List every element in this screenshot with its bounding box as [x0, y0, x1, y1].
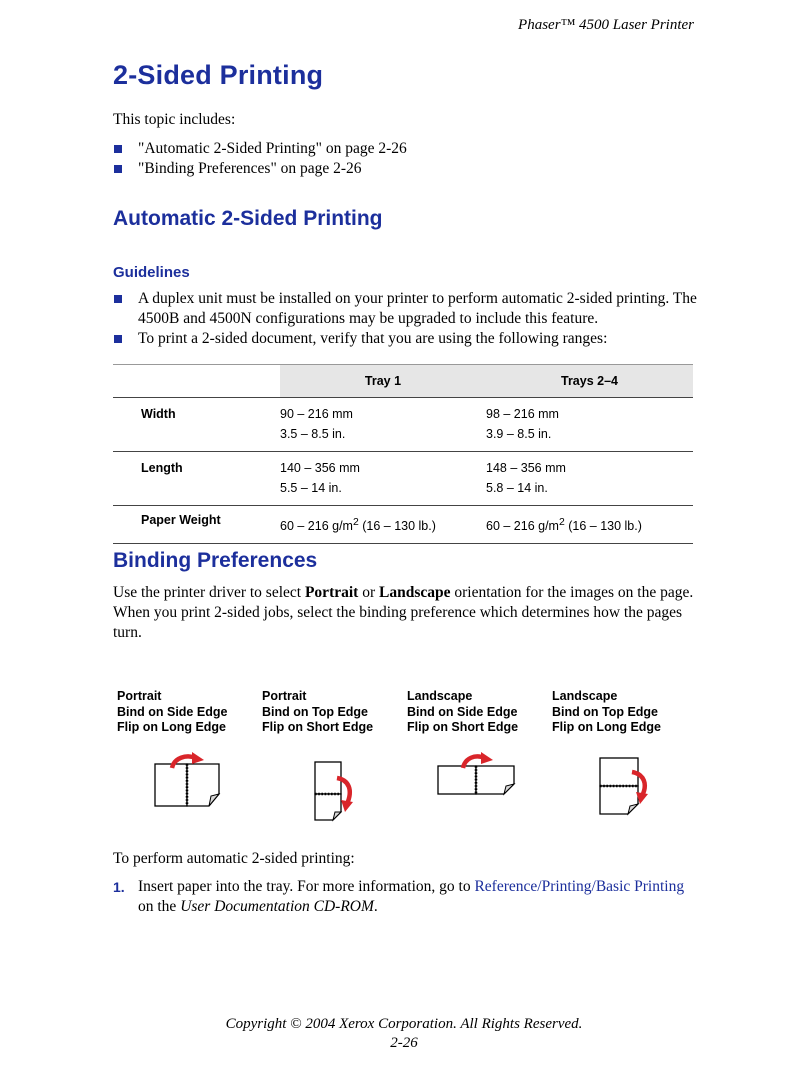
binding-option-label: Landscape Bind on Top Edge Flip on Long Edge	[552, 689, 662, 734]
trays24-cell: 98 – 216 mm 3.9 – 8.5 in.	[486, 407, 559, 441]
tray1-cell: 60 – 216 $g/m^2$ (16 – 130 lb.)	[280, 517, 436, 534]
row-label: Paper Weight	[141, 513, 221, 527]
section-heading-binding: Binding Preferences	[113, 549, 318, 572]
reference-link[interactable]: Reference/Printing/Basic Printing	[474, 878, 685, 895]
procedure-intro: To perform automatic 2-sided printing:	[113, 850, 355, 867]
binding-paragraph: Use the printer driver to select Portrait or Landscape orientation for the images on the page. When you print 2-sided jobs, select the binding preference which determines how the pages turn.	[113, 584, 694, 641]
bullet-icon	[114, 165, 122, 173]
guideline-item: To print a 2-sided document, verify that you are using the following ranges:	[113, 329, 698, 349]
step-text: Insert paper into the tray. For more information, go to Reference/Printing/Basic Printing on the User Documentation CD-ROM.	[138, 878, 685, 915]
step-number: 1.	[113, 879, 125, 895]
row-label: Length	[141, 461, 183, 475]
topic-list	[113, 139, 713, 179]
table-header-empty	[113, 365, 280, 398]
trays24-cell: 148 – 356 mm 5.8 – 14 in.	[486, 461, 566, 495]
binding-option-label: Portrait Bind on Side Edge Flip on Long Edge	[117, 689, 228, 734]
portrait-side-binding-icon	[150, 752, 240, 832]
bullet-icon	[114, 335, 122, 343]
tray1-cell: 90 – 216 mm 3.5 – 8.5 in.	[280, 407, 353, 441]
running-header: Phaser™ 4500 Laser Printer	[518, 17, 694, 33]
bullet-icon	[114, 145, 122, 153]
guideline-item: A duplex unit must be installed on your printer to perform automatic 2-sided printing. The 4500B and 4500N configurations may be upgraded to include this feature.	[113, 289, 698, 329]
footer-copyright: Copyright © 2004 Xerox Corporation. All Rights Reserved.	[225, 1016, 583, 1032]
binding-option-label: Portrait Bind on Top Edge Flip on Short Edge	[262, 689, 374, 734]
topic-item[interactable]: "Automatic 2-Sided Printing" on page 2-26	[113, 139, 713, 159]
bullet-icon	[114, 295, 122, 303]
row-label: Width	[141, 407, 176, 421]
trays24-cell: 60 – 216 $g/m^2$ (16 – 130 lb.)	[486, 517, 642, 534]
paper-range-table	[113, 364, 693, 544]
table-header-tray1: Tray 1	[280, 365, 486, 398]
table-row-paper-weight	[113, 506, 693, 544]
guidelines-list	[113, 289, 698, 349]
topic-item[interactable]: "Binding Preferences" on page 2-26	[113, 159, 713, 179]
binding-option-label: Landscape Bind on Side Edge Flip on Short Edge	[407, 689, 519, 734]
page-title: 2-Sided Printing	[113, 60, 324, 90]
landscape-top-binding-icon	[590, 752, 680, 832]
page-number: 2-26	[390, 1035, 418, 1051]
subheading-guidelines: Guidelines	[113, 264, 190, 281]
table-row-width	[113, 398, 693, 452]
table-header-row	[113, 365, 693, 398]
table-header-trays2-4: Trays 2–4	[486, 365, 693, 398]
table-row-length	[113, 452, 693, 506]
tray1-cell: 140 – 356 mm 5.5 – 14 in.	[280, 461, 360, 495]
section-heading-automatic: Automatic 2-Sided Printing	[113, 207, 383, 230]
portrait-top-binding-icon	[297, 752, 387, 832]
landscape-side-binding-icon	[433, 752, 523, 832]
intro-text: This topic includes:	[113, 111, 236, 128]
